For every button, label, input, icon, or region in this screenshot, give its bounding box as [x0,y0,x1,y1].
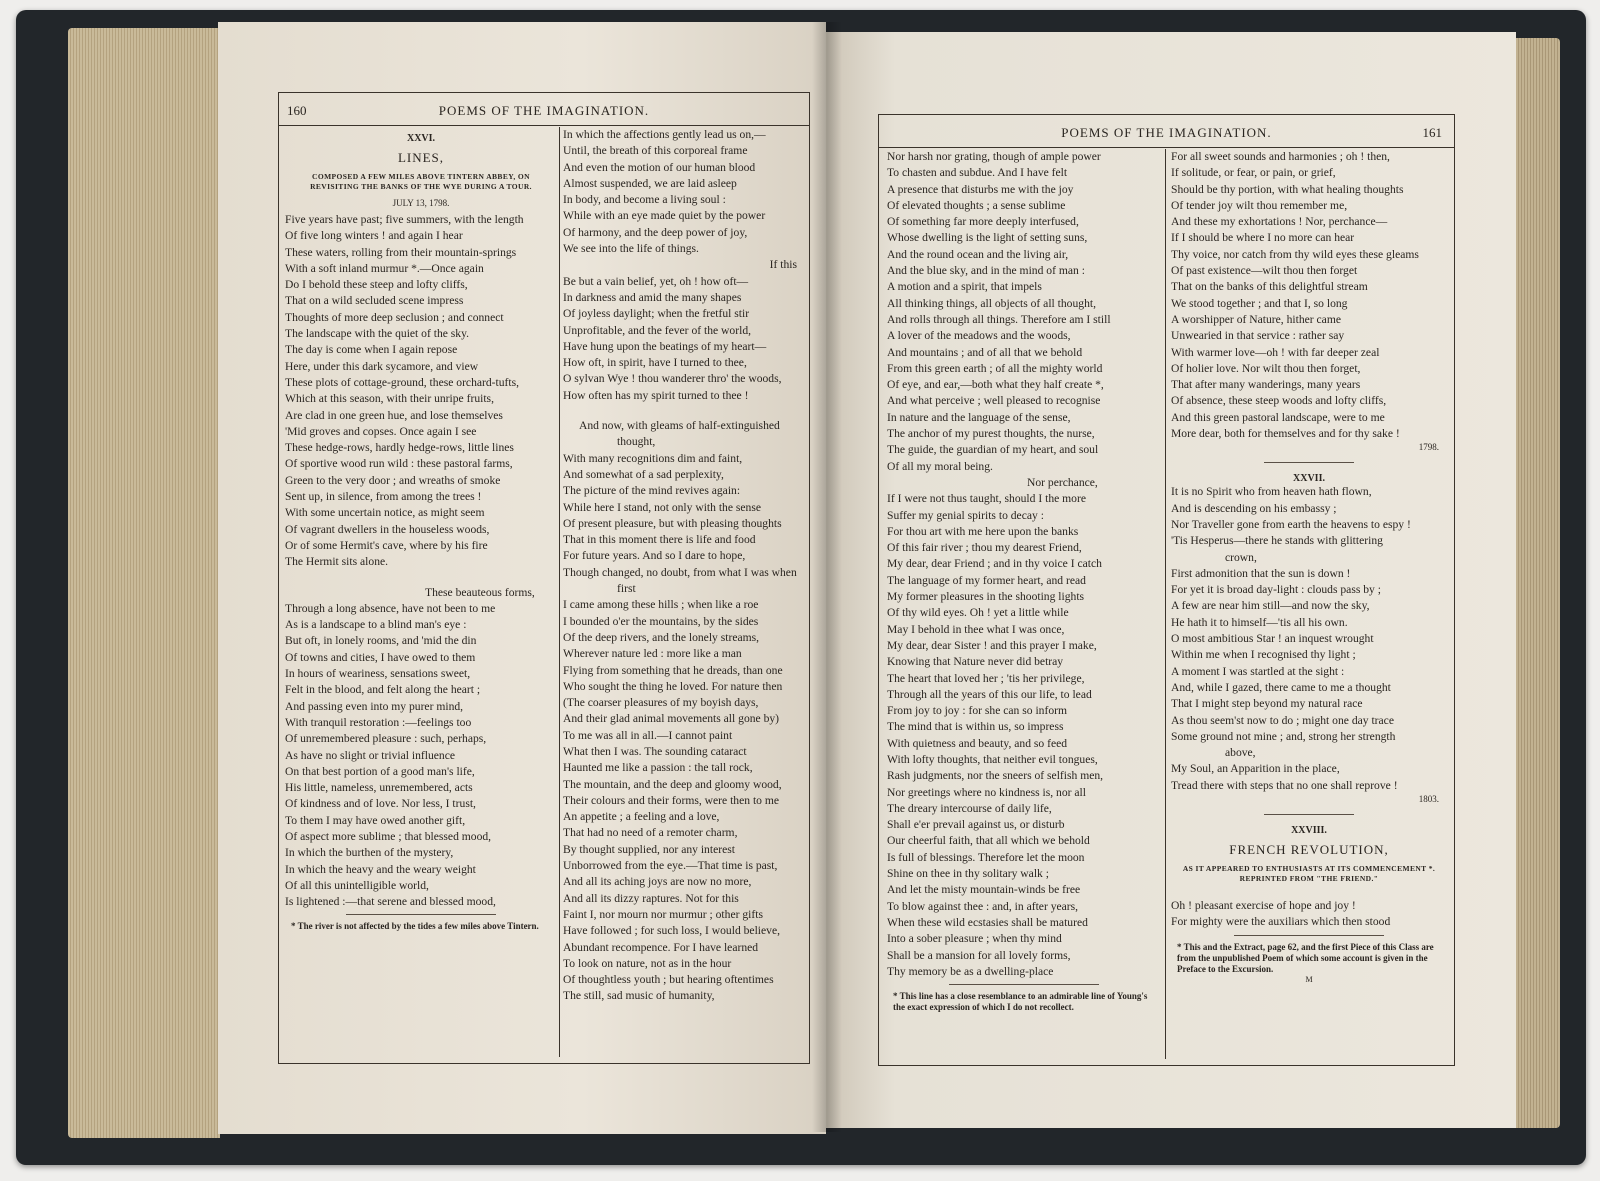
verse-line: Of sportive wood run wild : these pastoral farms, [285,457,513,471]
verse-line: Tread there with steps that no one shall reprove ! [1171,778,1398,792]
verse-line: And even the motion of our human blood [563,160,756,174]
verse-line: thought, [617,435,656,449]
verse-line: Oh ! pleasant exercise of hope and joy ! [1171,898,1356,912]
verse-line: Faint I, nor mourn nor murmur ; other gifts [563,907,763,921]
left-page-header [279,93,809,126]
verse-line: And the blue sky, and in the mind of man : [887,264,1085,278]
verse-line: Until, the breath of this corporeal frame [563,144,748,158]
verse-line: first [617,582,636,596]
verse-block [1171,149,1447,442]
verse-line: Of unremembered pleasure : such, perhaps, [285,732,487,746]
verse-line: Of harmony, and the deep power of joy, [563,225,748,239]
verse-line: crown, [1225,550,1257,564]
verse-line: Of past existence—wilt thou then forget [1171,264,1358,278]
verse-line: The dreary intercourse of daily life, [887,801,1052,815]
verse-line: above, [1225,746,1256,760]
verse-line: In which the heavy and the weary weight [285,862,476,876]
verse-line: His little, nameless, unremembered, acts [285,781,473,795]
verse-line: Suffer my genial spirits to decay : [887,508,1044,522]
verse-line: Flying from something that he dreads, than one [563,663,783,677]
verse-line: He hath it to himself—'tis all his own. [1171,615,1348,629]
verse-line: And all its aching joys are now no more, [563,875,752,889]
verse-block [563,597,803,1004]
verse-line: Should be thy portion, with what healing thoughts [1171,182,1404,196]
verse-line: Here, under this dark sycamore, and view [285,359,479,373]
footnote-rule [346,914,496,915]
verse-line: In nature and the language of the sense, [887,410,1071,424]
verse-line: My dear, dear Sister ! and this prayer I make, [887,638,1097,652]
poem-date: JULY 13, 1798. [392,198,450,208]
verse-line: All thinking things, all objects of all thought, [887,296,1096,310]
verse-line: And these my exhortations ! Nor, perchance— [1171,215,1388,229]
running-title: POEMS OF THE IMAGINATION. [1061,125,1272,140]
poem-year: 1803. [1418,793,1439,804]
verse-line: My former pleasures in the shooting lights [887,590,1085,604]
verse-line: Of joyless daylight; when the fretful stir [563,307,750,321]
verse-line: Of this fair river ; thou my dearest Friend, [887,541,1082,555]
right-page-header [879,115,1454,148]
verse-line: And rolls through all things. Therefore am I still [887,312,1111,326]
verse-line: Of all this unintelligible world, [285,878,429,892]
verse-line: Haunted me like a passion : the tall rock, [563,761,753,775]
verse-block [563,274,803,404]
verse-line: Nor Traveller gone from earth the heavens to espy ! [1171,517,1411,531]
verse-line: With many recognitions dim and faint, [563,451,743,465]
verse-line: Of the deep rivers, and the lonely streams, [563,630,760,644]
verse-line: Into a sober pleasure ; when thy mind [887,932,1062,946]
verse-line: Is full of blessings. Therefore let the moon [887,850,1085,864]
poem-title: LINES, [397,150,445,165]
verse-line: For thou art with me here upon the banks [887,524,1079,538]
footnote-rule [949,984,1099,985]
verse-line: The landscape with the quiet of the sky. [285,327,470,341]
verse-line: That had no need of a remoter charm, [563,826,738,840]
verse-line: Have followed ; for such loss, I would believe, [563,924,781,938]
verse-line: We see into the life of things. [563,242,699,256]
verse-line: And is descending on his embassy ; [1171,501,1337,515]
footnote: * The river is not affected by the tides a few miles above Tintern. [291,921,539,932]
verse-line: If this [769,258,797,272]
verse-line: The language of my former heart, and read [887,573,1086,587]
verse-line: Sent up, in silence, from among the trees ! [285,490,482,504]
verse-block [285,212,557,571]
verse-line: To me was all in all.—I cannot paint [563,728,733,742]
verse-line: These waters, rolling from their mountain-springs [285,245,517,259]
verse-line: The mountain, and the deep and gloomy wood, [563,777,782,791]
right-page [826,32,1516,1128]
verse-line: I bounded o'er the mountains, by the sides [563,614,759,628]
verse-line: That I might step beyond my natural race [1171,697,1363,711]
verse-line: My Soul, an Apparition in the place, [1171,762,1340,776]
verse-line: It is no Spirit who from heaven hath flown, [1171,485,1372,499]
verse-line: A few are near him still—and now the sky, [1171,599,1370,613]
verse-line: Abundant recompence. For I have learned [563,940,759,954]
verse-line: An appetite ; a feeling and a love, [563,810,720,824]
verse-line: And all its dizzy raptures. Not for this [563,891,739,905]
signature-mark: M [1305,974,1313,984]
verse-line: How oft, in spirit, have I turned to thee, [563,356,747,370]
verse-block [563,451,803,581]
verse-line: (The coarser pleasures of my boyish days, [563,696,759,710]
verse-line: Within me when I recognised thy light ; [1171,648,1356,662]
verse-line: Their colours and their forms, were then to me [563,793,780,807]
verse-line: Of present pleasure, but with pleasing thoughts [563,516,782,530]
poem-number: XXVI. [406,133,436,144]
verse-line: To blow against thee : and, in after years, [887,899,1079,913]
verse-line: How often has my spirit turned to thee ! [563,388,749,402]
verse-line: Or of some Hermit's cave, where by his fire [285,538,488,552]
verse-block [1171,761,1447,794]
verse-line: Of thoughtless youth ; but hearing oftentimes [563,973,774,987]
verse-block [1171,898,1447,931]
verse-line: As is a landscape to a blind man's eye : [285,618,467,632]
right-page-frame [878,114,1455,1066]
verse-line: That after many wanderings, many years [1171,378,1361,392]
verse-line: Who sought the thing he loved. For nature then [563,679,783,693]
verse-line: The anchor of my purest thoughts, the nurse, [887,427,1095,441]
verse-line: As have no slight or trivial influence [285,748,456,762]
verse-line: To chasten and subdue. And I have felt [887,166,1068,180]
verse-line: With a soft inland murmur *.—Once again [285,261,484,275]
running-title: POEMS OF THE IMAGINATION. [438,103,650,118]
verse-block [1171,566,1447,745]
column-rule [559,127,560,1057]
verse-line: Be but a vain belief, yet, oh ! how oft— [563,274,749,288]
left-column-1 [285,127,557,1057]
verse-line: In hours of weariness, sensations sweet, [285,667,471,681]
verse-line: And mountains ; and of all that we behold [887,345,1083,359]
verse-line: With tranquil restoration :—feelings too [285,715,472,729]
verse-line: In which the affections gently lead us on,— [563,128,766,141]
verse-line: The guide, the guardian of my heart, and soul [887,443,1099,457]
verse-line: The still, sad music of humanity, [563,989,715,1003]
verse-line: The day is come when I again repose [285,343,458,357]
verse-line: Have hung upon the beatings of my heart— [563,339,767,353]
verse-line: And somewhat of a sad perplexity, [563,467,724,481]
verse-line: If I were not thus taught, should I the more [887,492,1086,506]
verse-line: Of holier love. Nor wilt thou then forget, [1171,361,1361,375]
verse-line: These beauteous forms, [425,585,535,599]
verse-line: My dear, dear Friend ; and in thy voice I catch [887,557,1102,571]
verse-line: Nor perchance, [1027,475,1098,489]
verse-line: May I behold in thee what I was once, [887,622,1065,636]
verse-line: To look on nature, not as in the hour [563,956,732,970]
page-number: 160 [287,103,307,118]
verse-line: Though changed, no doubt, from what I was when [563,565,797,579]
verse-line: Shall be a mansion for all lovely forms, [887,948,1071,962]
verse-line: 'Tis Hesperus—there he stands with glittering [1171,534,1383,548]
verse-line: A lover of the meadows and the woods, [887,329,1071,343]
verse-line: And their glad animal movements all gone by) [563,712,780,726]
poem-subtitle: AS IT APPEARED TO ENTHUSIASTS AT ITS COMMENCEMENT *. REPRINTED FROM "THE FRIEND." [1182,863,1436,883]
verse-line: If solitude, or fear, or pain, or grief, [1171,166,1336,180]
verse-line: By thought supplied, nor any interest [563,842,735,856]
verse-line: On that best portion of a good man's life, [285,764,475,778]
verse-line: Unprofitable, and the fever of the world, [563,323,752,337]
verse-line: A worshipper of Nature, hither came [1171,312,1341,326]
verse-line: With warmer love—oh ! with far deeper zeal [1171,345,1380,359]
verse-line: And now, with gleams of half-extinguished [579,419,780,433]
section-separator [1264,814,1354,815]
verse-line: A moment I was startled at the sight : [1171,664,1345,678]
verse-line: With lofty thoughts, that neither evil tongues, [887,752,1098,766]
verse-line: That on the banks of this delightful stream [1171,280,1368,294]
verse-line: These hedge-rows, hardly hedge-rows, little lines [285,441,514,455]
verse-line: With some uncertain notice, as might seem [285,506,485,520]
verse-line: And what perceive ; well pleased to recognise [887,394,1101,408]
verse-line: Unwearied in that service : rather say [1171,329,1345,343]
left-page-frame [278,92,810,1064]
verse-block [887,149,1161,475]
verse-line: Whose dwelling is the light of setting suns, [887,231,1088,245]
verse-line: From joy to joy : for she can so inform [887,704,1068,718]
verse-line: 'Mid groves and copses. Once again I see [285,424,477,438]
page-number: 161 [1422,125,1442,140]
verse-line: Is lightened :—that serene and blessed mood, [285,895,496,909]
verse-block [285,601,557,911]
verse-line: Of vagrant dwellers in the houseless woods, [285,522,490,536]
verse-line: From this green earth ; of all the mighty world [887,361,1103,375]
verse-line: A motion and a spirit, that impels [887,280,1042,294]
verse-line: With quietness and beauty, and so feed [887,736,1068,750]
footnote: * This and the Extract, page 62, and the first Piece of this Class are from the unpublished Poem of which some account is given in the Preface to the Excursion. [1177,941,1434,974]
verse-line: When these wild ecstasies shall be matured [887,915,1088,929]
verse-line: Of thy wild eyes. Oh ! yet a little while [887,606,1069,620]
right-column-2 [1171,149,1447,1059]
verse-line: Are clad in one green hue, and lose themselves [285,408,503,422]
verse-line: Do I behold these steep and lofty cliffs, [285,278,468,292]
verse-line: Thoughts of more deep seclusion ; and connect [285,310,504,324]
verse-line: As thou seem'st now to do ; might one day trace [1171,713,1394,727]
verse-line: Knowing that Nature never did betray [887,655,1064,669]
verse-line: Our cheerful faith, that all which we behold [887,834,1090,848]
poem-subtitle: COMPOSED A FEW MILES ABOVE TINTERN ABBEY, ON REVISITING THE BANKS OF THE WYE DURING A TOUR. [310,172,532,191]
page-edges-right [1516,38,1560,1128]
verse-line: Wherever nature led : more like a man [563,647,742,661]
verse-line: Through all the years of this our life, to lead [887,687,1092,701]
verse-line: Of kindness and of love. Nor less, I trust, [285,797,476,811]
verse-line: In darkness and amid the many shapes [563,290,742,304]
poem-title: FRENCH REVOLUTION, [1229,841,1389,857]
verse-line: Of eye, and ear,—both what they half create *, [887,378,1104,392]
verse-line: Rash judgments, nor the sneers of selfish men, [887,769,1104,783]
verse-line: Nor greetings where no kindness is, nor all [887,785,1086,799]
verse-line: Unborrowed from the eye.—That time is past, [563,859,778,873]
verse-line: Almost suspended, we are laid asleep [563,176,737,190]
verse-line: O sylvan Wye ! thou wanderer thro' the woods, [563,372,782,386]
verse-line: What then I was. The sounding cataract [563,744,747,758]
verse-line: Thy memory be as a dwelling-place [887,964,1054,978]
verse-line: If I should be where I no more can hear [1171,231,1355,245]
verse-line: Which at this season, with their unripe fruits, [285,392,494,406]
verse-line: I came among these hills ; when like a roe [563,598,759,612]
verse-line: Nor harsh nor grating, though of ample power [887,150,1101,163]
verse-line: While with an eye made quiet by the power [563,209,766,223]
verse-line: That in this moment there is life and food [563,533,756,547]
verse-line: Of something far more deeply interfused, [887,215,1079,229]
verse-line: Thy voice, nor catch from thy wild eyes these gleams [1171,247,1419,261]
verse-line: Of five long winters ! and again I hear [285,229,463,243]
verse-line: For all sweet sounds and harmonies ; oh ! then, [1171,150,1390,163]
verse-line: O most ambitious Star ! an inquest wrought [1171,632,1374,646]
poem-number: XXVIII. [1291,824,1327,836]
verse-line: Of aspect more sublime ; that blessed mood, [285,829,492,843]
verse-line: But oft, in lonely rooms, and 'mid the din [285,634,477,648]
verse-line: The mind that is within us, so impress [887,720,1064,734]
verse-line: And let the misty mountain-winds be free [887,883,1081,897]
verse-line: The heart that loved her ; 'tis her privilege, [887,671,1085,685]
left-page [218,22,826,1134]
verse-line: Of elevated thoughts ; a sense sublime [887,198,1066,212]
verse-line: We stood together ; and that I, so long [1171,296,1348,310]
verse-line: Through a long absence, have not been to me [285,601,496,615]
verse-line: These plots of cottage-ground, these orchard-tufts, [285,375,520,389]
verse-line: And this green pastoral landscape, were to me [1171,410,1385,424]
section-separator [1264,462,1354,463]
poem-number: XXVII. [1293,473,1325,485]
verse-line: In body, and become a living soul : [563,193,726,207]
verse-block [563,127,803,257]
verse-line: While here I stand, not only with the sense [563,500,762,514]
verse-line: The picture of the mind revives again: [563,484,741,498]
verse-line: Some ground not mine ; and, strong her strength [1171,729,1396,743]
verse-line: Of all my moral being. [887,459,993,473]
book-gutter [812,22,842,1132]
verse-line: First admonition that the sun is down ! [1171,566,1351,580]
verse-line: More dear, both for themselves and for thy sake ! [1171,427,1400,441]
verse-line: That on a wild secluded scene impress [285,294,464,308]
footnote-rule [1234,935,1384,936]
verse-line: For mighty were the auxiliars which then stood [1171,915,1391,929]
poem-year: 1798. [1418,442,1439,453]
verse-line: Of tender joy wilt thou remember me, [1171,198,1348,212]
verse-line: The Hermit sits alone. [285,555,389,569]
verse-line: Green to the very door ; and wreaths of smoke [285,473,501,487]
verse-line: Shine on thee in thy solitary walk ; [887,867,1049,881]
verse-line: In which the burthen of the mystery, [285,846,454,860]
footnote: * This line has a close resemblance to an admirable line of Young's the exact expression of which I do not recollect. [893,991,1148,1013]
verse-line: Shall e'er prevail against us, or disturb [887,818,1065,832]
verse-line: And passing even into my purer mind, [285,699,464,713]
verse-line: Of towns and cities, I have owed to them [285,650,476,664]
verse-line: For yet it is broad day-light : clouds pass by ; [1171,583,1381,597]
verse-line: And, while I gazed, there came to me a thought [1171,680,1391,694]
column-rule [1165,149,1166,1059]
verse-line: A presence that disturbs me with the joy [887,182,1074,196]
verse-line: Felt in the blood, and felt along the heart ; [285,683,481,697]
verse-block [887,491,1161,980]
verse-line: To them I may have owed another gift, [285,813,466,827]
left-column-2 [563,127,803,1057]
verse-line: And the round ocean and the living air, [887,247,1069,261]
page-edges-left [68,28,220,1138]
verse-block [1171,484,1447,549]
verse-line: For future years. And so I dare to hope, [563,549,746,563]
verse-line: Five years have past; five summers, with the length [285,213,524,226]
verse-line: Of absence, these steep woods and lofty cliffs, [1171,394,1387,408]
right-column-1 [887,149,1161,1059]
